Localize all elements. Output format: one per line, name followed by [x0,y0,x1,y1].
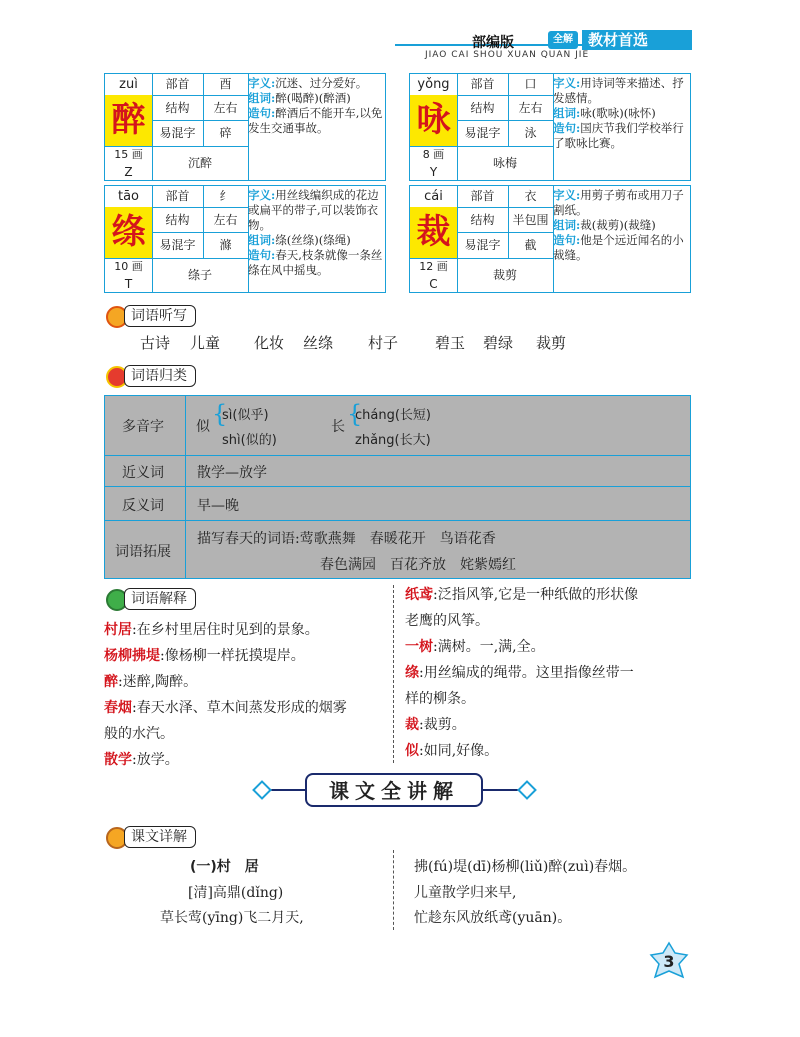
structure-value: 左右 [213,101,238,115]
sentence-text: 国庆节我们学校举行了歌咏比赛。 [553,121,684,150]
explain-term: 绦 [405,665,419,681]
antonym-value: 早—晚 [197,498,239,514]
edition-label: 部编版 [472,35,514,51]
series-tagline: 教材首选 [582,30,692,50]
char-letter: Z [124,165,133,179]
meaning-text: 沉迷、过分爱好。 [275,76,368,90]
sentence-text: 他是个远近闻名的小裁缝。 [553,233,684,262]
row-label-polyphone: 多音字 [122,419,164,435]
char-card [104,185,386,293]
sentence-label: 造句: [553,233,581,247]
explain-line [405,663,695,689]
explain-definition: :春天水泽、草木间蒸发形成的烟雾 [132,700,347,716]
poem-line: 忙趁东风放纸鸢(yuān)。 [414,910,572,926]
char-strokes: 15 画 [114,148,143,161]
char-strokes: 8 画 [422,148,445,161]
char-example-word: 裁剪 [492,268,517,282]
explain-line [104,698,389,724]
confuse-value: 滌 [219,238,232,252]
char-glyph: 裁 [416,212,451,252]
synonym-value: 散学—放学 [197,465,267,481]
explain-line [104,646,389,672]
explain-line [405,585,695,611]
char-example-word: 沉醉 [187,156,212,170]
section-dictation-title: 词语听写 [124,305,196,327]
explain-definition: :像杨柳一样抚摸堤岸。 [160,648,305,664]
polyphone-2-b: zhǎng(长大) [355,433,431,448]
structure-value: 左右 [213,213,238,227]
row-label-synonym: 近义词 [122,465,164,481]
group-text: 绦(丝绦)(绦绳) [275,233,351,247]
char-strokes: 12 画 [419,260,448,273]
explain-term: 杨柳拂堤 [104,648,160,664]
meaning-label: 字义: [553,76,581,90]
char-letter: C [429,277,438,291]
polyphone-char-1: 似 [196,419,210,435]
group-label: 组词: [248,233,276,247]
char-pinyin: zuì [119,77,138,92]
meaning-label: 字义: [248,76,276,90]
dictation-word: 裁剪 [536,334,567,352]
sentence-label: 造句: [248,106,276,120]
char-glyph: 醉 [111,100,146,140]
confuse-label: 易混字 [464,126,501,140]
page-number: 3 [663,952,675,971]
column-divider [393,585,394,763]
brace-2: { [347,400,363,428]
explain-definition: :泛指风筝,它是一种纸做的形状像 [433,587,639,603]
radical-value: 纟 [219,189,232,203]
radical-label: 部首 [165,77,190,91]
explain-line [104,724,389,750]
char-glyph: 绦 [111,212,146,252]
structure-label: 结构 [165,213,190,227]
char-pinyin: tāo [117,189,140,204]
char-example-word: 绦子 [187,268,212,282]
dictation-word: 村子 [368,334,399,352]
sentence-text: 醉酒后不能开车,以免发生交通事故。 [248,106,383,135]
explain-definition: 般的水汽。 [104,726,174,742]
explain-line [104,620,389,646]
confuse-label: 易混字 [464,238,501,252]
extension-line-2: 春色满园 百花齐放 姹紫嫣红 [320,557,516,573]
group-label: 组词: [553,218,581,232]
polyphone-2-a: cháng(长短) [355,408,431,423]
series-pinyin: JIAO CAI SHOU XUAN QUAN JIE [425,50,590,60]
radical-value: 口 [524,77,537,91]
char-card [409,185,691,293]
section-explain-title: 词语解释 [124,588,196,610]
banner-ornament-right [517,780,537,800]
poem-line: 儿童散学归来早, [414,885,517,901]
dictation-word: 碧玉 [435,334,466,352]
explain-definition: :如同,好像。 [419,743,499,759]
radical-label: 部首 [470,77,495,91]
radical-label: 部首 [470,189,495,203]
poem-line: 拂(fú)堤(dī)杨柳(liǔ)醉(zuì)春烟。 [414,859,637,875]
structure-label: 结构 [470,101,495,115]
row-label-antonym: 反义词 [122,498,164,514]
radical-value: 衣 [524,189,537,203]
explain-right-column [405,585,695,767]
char-definition [248,76,384,136]
explain-line [405,741,695,767]
group-label: 组词: [248,91,276,105]
explain-definition: :用丝编成的绳带。这里指像丝带一 [419,665,634,681]
radical-label: 部首 [165,189,190,203]
structure-label: 结构 [470,213,495,227]
confuse-label: 易混字 [159,126,196,140]
polyphone-1-a: sì(似乎) [222,408,269,423]
group-label: 组词: [553,106,581,120]
explain-definition: :迷醉,陶醉。 [118,674,198,690]
confuse-value: 碎 [219,126,232,140]
row-label-extension: 词语拓展 [115,544,171,560]
poem-title: (一)村 居 [190,859,259,875]
confuse-value: 截 [524,238,537,252]
meaning-label: 字义: [553,188,581,202]
structure-label: 结构 [165,101,190,115]
explain-definition: :在乡村里居住时见到的景象。 [132,622,319,638]
brace-1: { [212,400,228,428]
char-strokes: 10 画 [114,260,143,273]
char-card [409,73,691,181]
poem-divider [393,850,394,930]
explain-definition: 样的柳条。 [405,691,475,707]
explain-line [405,611,695,637]
dictation-word: 丝绦 [303,334,334,352]
sentence-text: 春天,枝条就像一条丝绦在风中摇曳。 [248,248,383,277]
explain-definition: :裁剪。 [419,717,466,733]
char-letter: Y [429,165,438,179]
explain-term: 裁 [405,717,419,733]
section-classify-title: 词语归类 [124,365,196,387]
char-definition [248,188,384,278]
dictation-word: 古诗 [140,334,171,352]
dictation-word: 化妆 [254,334,285,352]
explain-definition: :放学。 [132,752,179,768]
confuse-value: 泳 [524,126,537,140]
explain-term: 一树 [405,639,433,655]
char-definition [553,188,689,263]
explain-term: 春烟 [104,700,132,716]
structure-value: 左右 [518,101,543,115]
explain-definition: 老鹰的风筝。 [405,613,489,629]
series-logo: 全解 [548,31,578,49]
group-text: 醉(喝醉)(醉酒) [275,91,351,105]
sentence-label: 造句: [553,121,581,135]
explain-line [104,672,389,698]
polyphone-1-b: shì(似的) [222,433,277,448]
explain-term: 醉 [104,674,118,690]
poem-line: 草长莺(yīng)飞二月天, [160,910,304,926]
meaning-text: 用丝线编织成的花边或扁平的带子,可以装饰衣物。 [248,188,379,232]
char-definition [553,76,689,151]
explain-term: 村居 [104,622,132,638]
char-glyph: 咏 [416,100,451,140]
confuse-label: 易混字 [159,238,196,252]
explain-line [405,715,695,741]
char-example-word: 咏梅 [492,156,517,170]
polyphone-char-2: 长 [331,419,345,435]
group-text: 咏(歌咏)(咏怀) [580,106,656,120]
classify-table [104,395,691,579]
explain-line [405,637,695,663]
dictation-word: 儿童 [190,334,221,352]
meaning-label: 字义: [248,188,276,202]
group-text: 裁(裁剪)(裁缝) [580,218,656,232]
structure-value: 半包围 [512,213,549,227]
explain-line [405,689,695,715]
section-detail-title: 课文详解 [124,826,196,848]
sentence-label: 造句: [248,248,276,262]
explain-term: 纸鸢 [405,587,433,603]
char-card [104,73,386,181]
char-pinyin: cái [424,189,443,204]
chapter-banner: 课文全讲解 [305,773,483,807]
explain-left-column [104,620,389,776]
radical-value: 酉 [219,77,232,91]
banner-ornament-left [252,780,272,800]
explain-definition: :满树。一,满,全。 [433,639,545,655]
explain-term: 散学 [104,752,132,768]
extension-line-1: 描写春天的词语:莺歌燕舞 春暖花开 鸟语花香 [197,531,496,547]
explain-term: 似 [405,743,419,759]
char-letter: T [124,277,133,291]
meaning-text: 用剪子剪布或用刀子割纸。 [553,188,684,217]
meaning-text: 用诗词等来描述、抒发感情。 [553,76,684,105]
char-pinyin: yǒng [417,77,450,92]
poem-author: [清]高鼎(dǐng) [188,885,284,901]
dictation-word: 碧绿 [483,334,514,352]
